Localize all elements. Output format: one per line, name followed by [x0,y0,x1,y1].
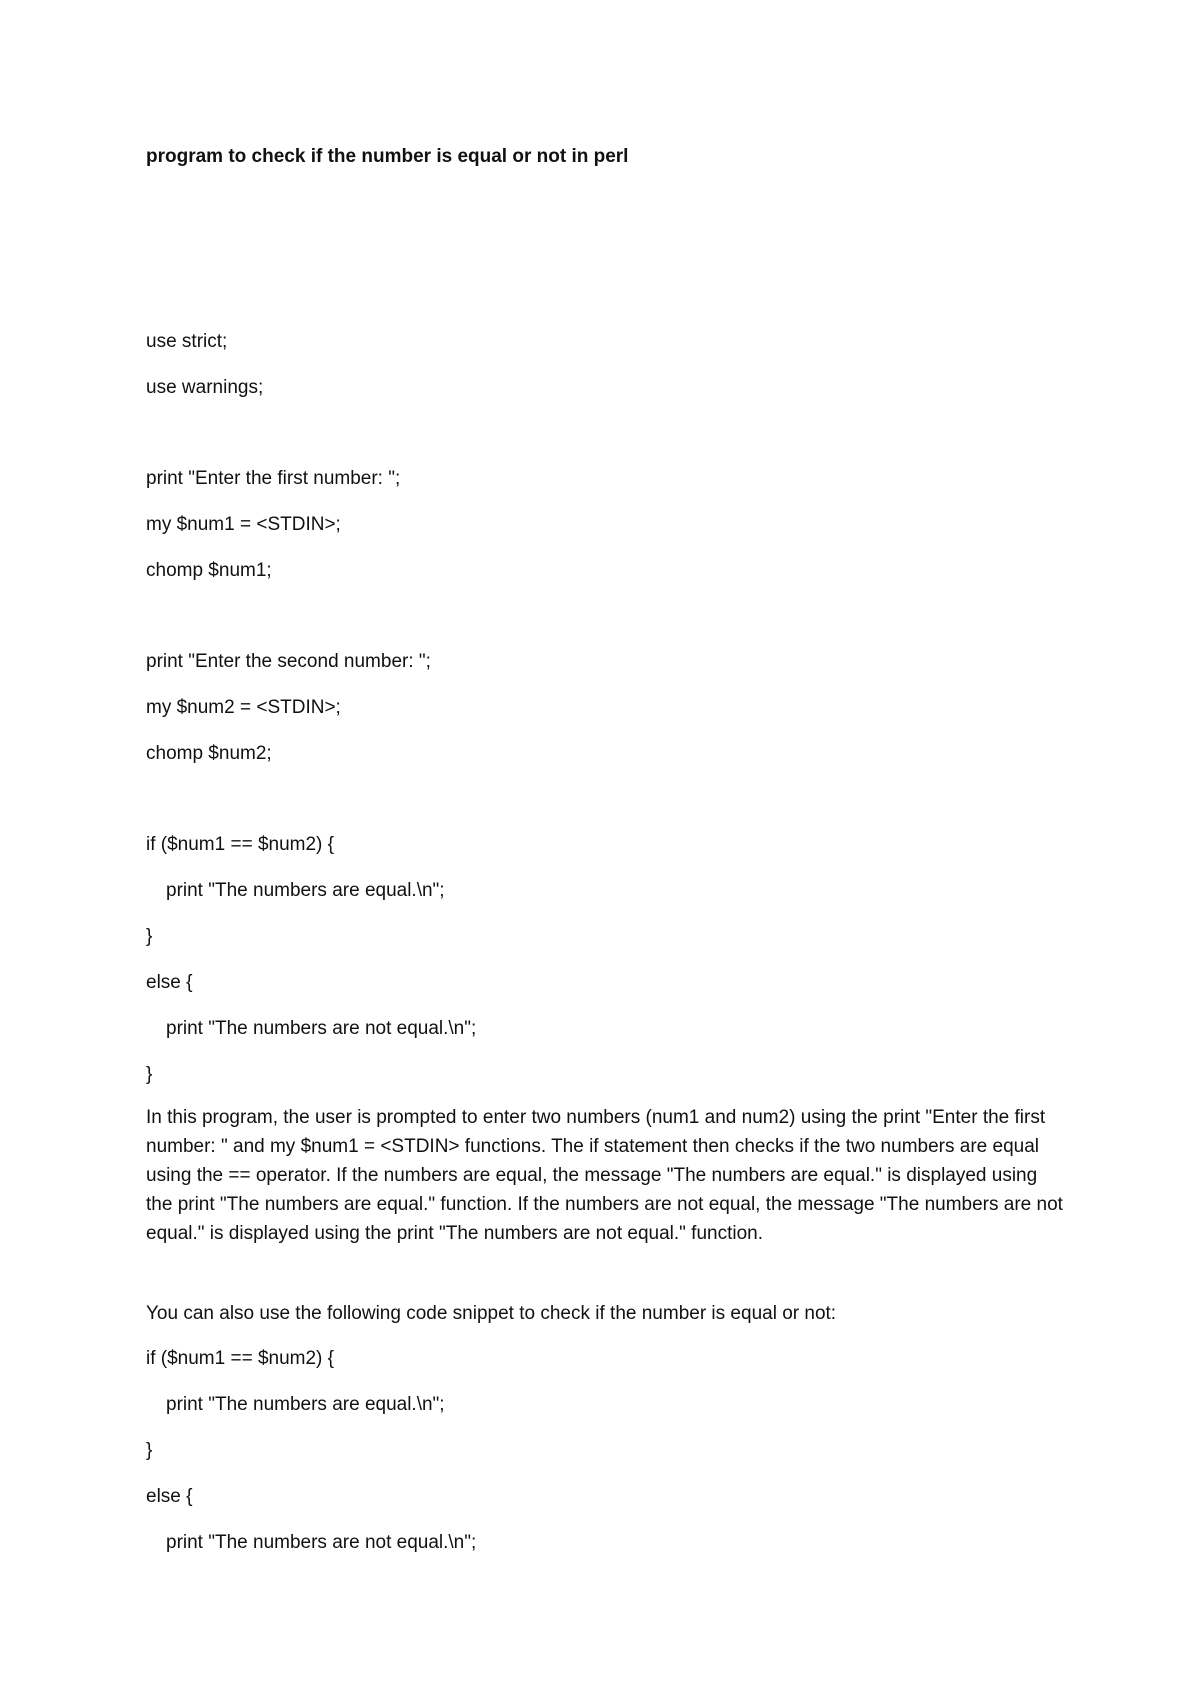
code-line-chomp-num1: chomp $num1; [146,560,272,581]
code-line-else: else { [146,972,193,993]
code-line-if-condition: if ($num1 == $num2) { [146,834,334,855]
code-line-use-strict: use strict; [146,331,228,352]
snippet-line-print-not-equal: print "The numbers are not equal.\n"; [166,1532,477,1553]
code-line-close-brace: } [146,926,153,947]
snippet-line-else: else { [146,1486,193,1507]
explanation-paragraph: In this program, the user is prompted to enter two numbers (num1 and num2) using the print "Enter the first number: " and my $num1 = <STDIN> functions. The if statement then checks if the two numbers are equal using the == operator. If the numbers are equal, the message "The numbers are equal." is displayed using the print "The numbers are equal." function. If the numbers are not equal, the message "The numbers are not equal." is displayed using the print "The numbers are not equal." function. [146,1107,1063,1244]
document-title: program to check if the number is equal or not in perl [146,146,629,167]
code-line-print-second-prompt: print "Enter the second number: "; [146,651,431,672]
snippet-line-print-equal: print "The numbers are equal.\n"; [166,1394,445,1415]
code-line-print-first-prompt: print "Enter the first number: "; [146,468,401,489]
code-line-print-not-equal: print "The numbers are not equal.\n"; [166,1018,477,1039]
code-line-close-brace-2: } [146,1064,153,1085]
code-line-chomp-num2: chomp $num2; [146,743,272,764]
code-line-use-warnings: use warnings; [146,377,264,398]
snippet-line-if-condition: if ($num1 == $num2) { [146,1348,334,1369]
snippet-intro: You can also use the following code snippet to check if the number is equal or not: [146,1303,837,1324]
code-line-read-num1: my $num1 = <STDIN>; [146,514,341,535]
code-line-print-equal: print "The numbers are equal.\n"; [166,880,445,901]
code-line-read-num2: my $num2 = <STDIN>; [146,697,341,718]
snippet-line-close-brace: } [146,1440,153,1461]
